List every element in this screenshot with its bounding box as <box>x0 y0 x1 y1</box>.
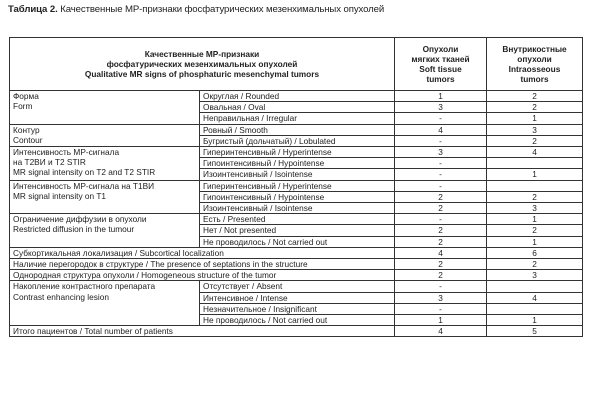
feature-cell-contour <box>10 124 200 146</box>
header-sign-cell <box>10 38 395 91</box>
table-row <box>10 281 583 292</box>
header-sign-ru-1: Качественные МР-признаки <box>144 48 260 59</box>
option-cell: Округлая / Rounded <box>200 91 395 102</box>
header-soft-en-2: tumors <box>426 74 455 85</box>
option-cell: Гиперинтенсивный / Hyperintense <box>200 180 395 191</box>
table-row <box>10 147 583 158</box>
table-row <box>10 259 583 270</box>
feature-line: Restricted diffusion in the tumour <box>13 224 135 235</box>
option-cell: Нет / Not presented <box>200 225 395 236</box>
soft-value: 1 <box>395 315 487 326</box>
single-row-label: Наличие перегородок в структуре / The presence of septations in the structure <box>10 259 395 270</box>
option-cell: Гипоинтенсивный / Hypointense <box>200 158 395 169</box>
option-cell: Неправильная / Irregular <box>200 113 395 124</box>
soft-value: - <box>395 158 487 169</box>
soft-value: - <box>395 135 487 146</box>
soft-value: 2 <box>395 259 487 270</box>
bone-value: 3 <box>487 203 583 214</box>
table-caption-label: Таблица 2. <box>8 4 58 15</box>
bone-total: 5 <box>487 326 583 337</box>
table-caption <box>8 4 384 15</box>
total-row-label: Итого пациентов / Total number of patients <box>10 326 395 337</box>
header-bone-ru-2: опухоли <box>517 53 552 64</box>
soft-value: 3 <box>395 147 487 158</box>
soft-total: 4 <box>395 326 487 337</box>
feature-line: Контур <box>13 124 40 135</box>
table-row <box>10 180 583 191</box>
option-cell: Не проводилось / Not carried out <box>200 315 395 326</box>
table-row <box>10 270 583 281</box>
bone-value <box>487 158 583 169</box>
feature-cell-diffusion <box>10 214 200 248</box>
soft-value: - <box>395 303 487 314</box>
header-sign-en: Qualitative MR signs of phosphaturic mesenchymal tumors <box>84 69 320 80</box>
bone-value: 2 <box>487 102 583 113</box>
single-row-label: Субкортикальная локализация / Subcortical localization <box>10 247 395 258</box>
soft-value: - <box>395 180 487 191</box>
table-caption-text: Качественные МР-признаки фосфатурических мезенхимальных опухолей <box>60 4 385 15</box>
feature-line: Накопление контрастного препарата <box>13 281 156 292</box>
soft-value: 2 <box>395 203 487 214</box>
header-row <box>10 38 583 91</box>
bone-value: 3 <box>487 270 583 281</box>
option-cell: Гиперинтенсивный / Hyperintense <box>200 147 395 158</box>
bone-value <box>487 281 583 292</box>
feature-line: Contrast enhancing lesion <box>13 291 109 302</box>
feature-line: на Т2ВИ и Т2 STIR <box>13 157 86 168</box>
table-row <box>10 91 583 102</box>
bone-value: 2 <box>487 225 583 236</box>
single-row-label: Однородная структура опухоли / Homogeneous structure of the tumor <box>10 270 395 281</box>
feature-line: MR signal intensity on T2 and T2 STIR <box>13 167 156 178</box>
header-soft-en-1: Soft tissue <box>419 64 462 74</box>
soft-value: 4 <box>395 124 487 135</box>
soft-value: - <box>395 113 487 124</box>
bone-value: 2 <box>487 191 583 202</box>
feature-line: Форма <box>13 91 39 101</box>
bone-value: 4 <box>487 147 583 158</box>
bone-value: 2 <box>487 91 583 102</box>
bone-value: 1 <box>487 113 583 124</box>
option-cell: Не проводилось / Not carried out <box>200 236 395 247</box>
bone-value <box>487 303 583 314</box>
option-cell: Отсутствует / Absent <box>200 281 395 292</box>
bone-value: 1 <box>487 169 583 180</box>
option-cell: Ровный / Smooth <box>200 124 395 135</box>
option-cell: Интенсивное / Intense <box>200 292 395 303</box>
header-soft-ru-2: мягких тканей <box>411 53 470 64</box>
feature-cell-t1-intensity <box>10 180 200 214</box>
feature-line: Form <box>13 101 33 112</box>
soft-value: 2 <box>395 225 487 236</box>
feature-cell-t2-intensity <box>10 147 200 181</box>
bone-value: 4 <box>487 292 583 303</box>
header-bone-ru-1: Внутрикостные <box>502 43 567 54</box>
option-cell: Есть / Presented <box>200 214 395 225</box>
soft-value: - <box>395 214 487 225</box>
option-cell: Изоинтенсивный / Isointense <box>200 203 395 214</box>
soft-value: 2 <box>395 236 487 247</box>
option-cell: Овальная / Oval <box>200 102 395 113</box>
option-cell: Гипоинтенсивный / Hypointense <box>200 191 395 202</box>
table-row <box>10 124 583 135</box>
header-bone-cell <box>487 38 583 91</box>
bone-value: 6 <box>487 247 583 258</box>
feature-line: Интенсивность МР-сигнала <box>13 147 120 158</box>
header-bone-en-1: Intraosseous <box>508 64 561 74</box>
bone-value: 2 <box>487 259 583 270</box>
soft-value: - <box>395 169 487 180</box>
soft-value: - <box>395 281 487 292</box>
soft-value: 3 <box>395 292 487 303</box>
table-body <box>10 91 583 337</box>
mr-signs-table <box>9 37 583 337</box>
soft-value: 3 <box>395 102 487 113</box>
bone-value: 2 <box>487 135 583 146</box>
total-row <box>10 326 583 337</box>
bone-value: 1 <box>487 214 583 225</box>
bone-value: 1 <box>487 315 583 326</box>
soft-value: 4 <box>395 247 487 258</box>
soft-value: 1 <box>395 91 487 102</box>
option-cell: Бугристый (дольчатый) / Lobulated <box>200 135 395 146</box>
feature-cell-contrast <box>10 281 200 326</box>
feature-line: Ограничение диффузии в опухоли <box>13 214 147 225</box>
bone-value: 3 <box>487 124 583 135</box>
bone-value <box>487 180 583 191</box>
option-cell: Изоинтенсивный / Isointense <box>200 169 395 180</box>
feature-line: Интенсивность МР-сигнала на Т1ВИ <box>13 180 155 191</box>
table-row <box>10 214 583 225</box>
feature-line: MR signal intensity on T1 <box>13 190 106 201</box>
header-soft-ru-1: Опухоли <box>422 43 459 54</box>
soft-value: 2 <box>395 191 487 202</box>
header-bone-en-2: tumors <box>520 74 549 85</box>
header-soft-cell <box>395 38 487 91</box>
option-cell: Незначительное / Insignificant <box>200 303 395 314</box>
table-row <box>10 247 583 258</box>
header-sign-ru-2: фосфатурических мезенхимальных опухолей <box>106 58 298 69</box>
soft-value: 2 <box>395 270 487 281</box>
feature-line: Contour <box>13 134 43 145</box>
bone-value: 1 <box>487 236 583 247</box>
feature-cell-form <box>10 91 200 125</box>
